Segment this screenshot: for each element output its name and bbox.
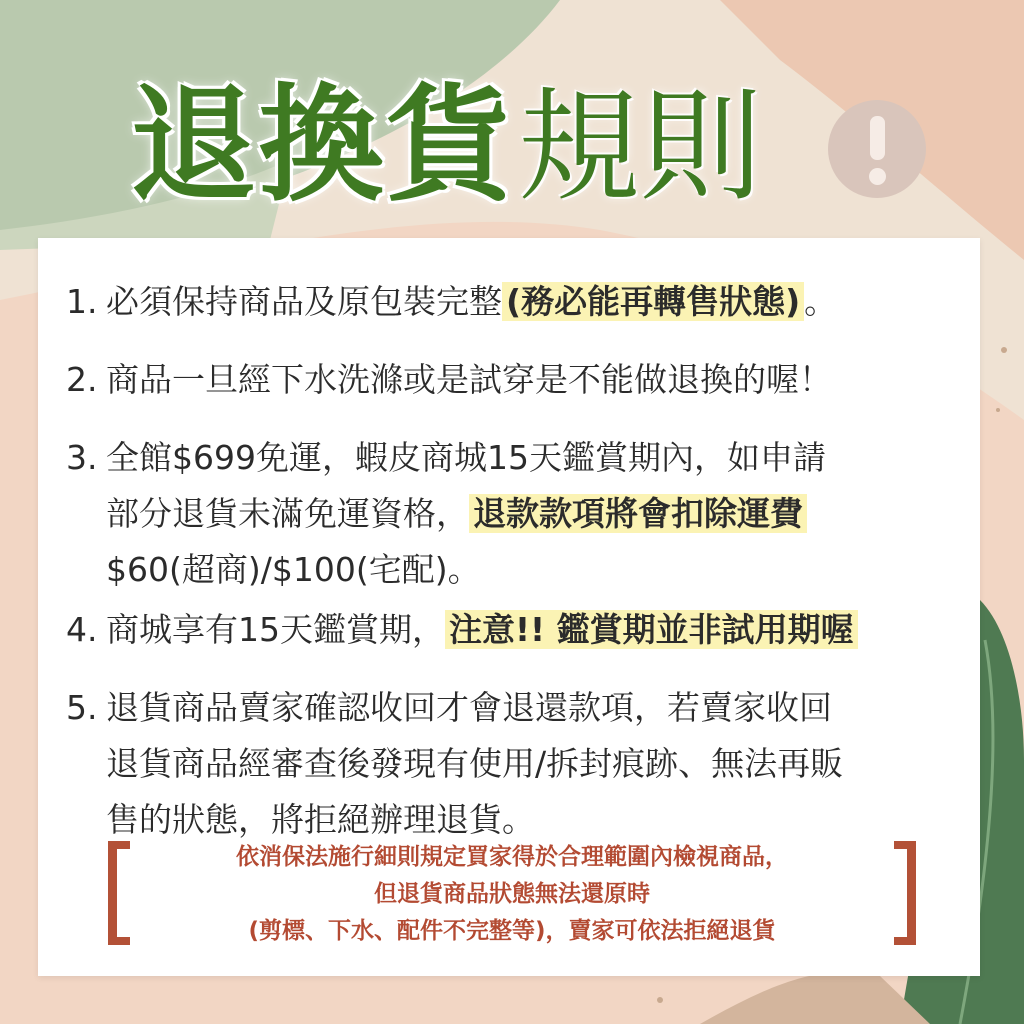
legal-notice — [108, 841, 916, 947]
rule-highlight: (務必能再轉售狀態) — [502, 282, 804, 321]
rule-number: 1. — [66, 282, 98, 321]
rule-item-3 — [66, 430, 966, 598]
rule-number: 3. — [66, 438, 98, 477]
exclamation-bar — [870, 116, 885, 160]
rule-text: 商城享有15天鑑賞期， — [106, 610, 445, 649]
rule-line — [66, 430, 966, 486]
rule-text: 必須保持商品及原包裝完整 — [106, 282, 502, 321]
notice-line-3: (剪標、下水、配件不完整等)，賣家可依法拒絕退貨 — [248, 918, 776, 944]
exclamation-circle-icon — [828, 100, 926, 198]
rule-number: 5. — [66, 688, 98, 727]
rule-line — [66, 680, 966, 736]
rule-number: 4. — [66, 610, 98, 649]
exclamation-dot — [869, 168, 886, 185]
left-bracket — [108, 841, 130, 945]
notice-text — [132, 839, 892, 950]
page-title — [130, 45, 762, 219]
rule-text-end: 。 — [804, 282, 838, 321]
rule-text: 全館$699免運，蝦皮商城15天鑑賞期內，如申請 — [106, 438, 826, 477]
title-bold-text: 退換貨 — [130, 72, 514, 219]
rule-text: 部分退貨未滿免運資格， — [106, 494, 469, 533]
rules-card — [38, 238, 980, 976]
right-bracket — [894, 841, 916, 945]
rule-line — [66, 486, 966, 542]
notice-line-1: 依消保法施行細則規定買家得於合理範圍內檢視商品， — [236, 844, 788, 870]
rule-line — [66, 736, 966, 792]
rule-item-1 — [66, 274, 966, 330]
rule-text: $60(超商)/$100(宅配)。 — [106, 550, 481, 589]
rule-text: 退貨商品經審查後發現有使用/拆封痕跡、無法再販 — [106, 744, 844, 783]
rule-highlight: 注意!! 鑑賞期並非試用期喔 — [445, 610, 858, 649]
rule-text: 商品一旦經下水洗滌或是試穿是不能做退換的喔！ — [106, 360, 832, 399]
rule-highlight: 退款款項將會扣除運費 — [469, 494, 807, 533]
rule-item-2 — [66, 352, 966, 408]
notice-line-2: 但退貨商品狀態無法還原時 — [374, 881, 650, 907]
rule-item-4 — [66, 602, 966, 658]
rule-number: 2. — [66, 360, 98, 399]
rule-line — [66, 542, 966, 598]
rule-text: 退貨商品賣家確認收回才會退還款項，若賣家收回 — [106, 688, 832, 727]
title-light-text: 規則 — [518, 76, 762, 218]
rule-text: 售的狀態，將拒絕辦理退貨。 — [106, 800, 535, 839]
rule-item-5 — [66, 680, 966, 848]
